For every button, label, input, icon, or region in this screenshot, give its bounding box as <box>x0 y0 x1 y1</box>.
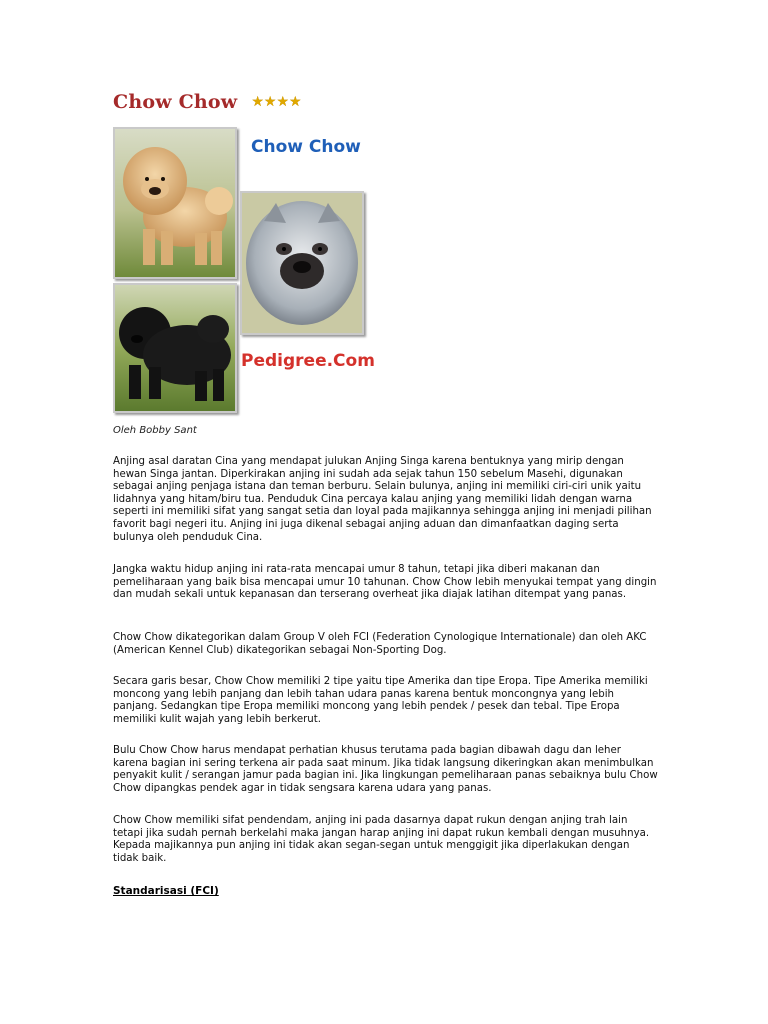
paragraph-4: Secara garis besar, Chow Chow memiliki 2 tipe yaitu tipe Amerika dan tipe Eropa. Tipe Amerika memiliki moncong yang lebih panjang dan lebih tahan udara panas karena bentuk moncongnya yang lebih panjang. Sedangkan tipe Eropa memiliki moncong yang lebih pendek / pesek dan tebal. Tipe Eropa memiliki kulit wajah yang lebih berkerut. <box>113 676 648 725</box>
star-icon: ★ <box>289 94 302 110</box>
paragraph-5: Bulu Chow Chow harus mendapat perhatian khusus terutama pada bagian dibawah dagu dan leher karena bagian ini sering terkena air pada saat minum. Jika tidak langsung dikeringkan akan menimbulkan penyakit kulit / serangan jamur pada bagian ini. Jika lingkungan pemeliharaan panas sebaiknya bulu Chow Chow dipangkas pendek agar in tidak sengsara karena udara yang panas. <box>113 745 658 794</box>
paragraph-1: Anjing asal daratan Cina yang mendapat julukan Anjing Singa karena bentuknya yang mirip dengan hewan Singa jantan. Diperkirakan anjing ini sudah ada sejak tahun 150 sebelum Masehi, digunakan sebagai anjing penjaga istana dan teman berburu. Selain bulunya, anjing ini memiliki ciri-ciri unik yaitu lidahnya yang hitam/biru tua. Penduduk Cina percaya kalau anjing yang memiliki lidah dengan warna seperti ini memiliki sifat yang sangat setia dan loyal pada majikannya sehingga anjing ini menjadi pilihan favorit bagi negeri itu. Anjing ini juga dikenal sebagai anjing aduan dan dimanfaatkan daging serta bulunya oleh penduduk Cina. <box>113 456 652 543</box>
rating-stars <box>251 95 301 109</box>
photo-cream-chow <box>113 127 237 279</box>
photo-grey-chow <box>240 191 364 335</box>
star-icon: ★ <box>251 94 264 110</box>
collage-caption-top: Chow Chow <box>251 137 361 157</box>
title-row <box>113 88 302 116</box>
star-icon: ★ <box>263 94 277 110</box>
section-heading: Standarisasi (FCI) <box>113 885 219 897</box>
article-title: Chow Chow <box>113 91 238 113</box>
paragraph-2: Jangka waktu hidup anjing ini rata-rata mencapai umur 8 tahun, tetapi jika diberi makanan dan pemeliharaan yang baik bisa mencapai umur 10 tahunan. Chow Chow lebih menyukai tempat yang dingin dan mudah sekali untuk kepanasan dan terserang overheat jika diajak latihan ditempat yang panas. <box>113 564 657 601</box>
byline: Oleh Bobby Sant <box>113 425 197 436</box>
chow-chow-photo-collage <box>113 127 375 414</box>
star-icon: ★ <box>276 94 290 110</box>
paragraph-6: Chow Chow memiliki sifat pendendam, anjing ini pada dasarnya dapat rukun dengan anjing trah lain tetapi jika sudah pernah berkelahi maka jangan harap anjing ini dapat rukun kembali dengan musuhnya. Kepada majikannya pun anjing ini tidak akan segan-segan untuk menggigit jika diperlakukan dengan tidak baik. <box>113 815 650 864</box>
collage-caption-bottom: Pedigree.Com <box>241 351 375 371</box>
paragraph-3: Chow Chow dikategorikan dalam Group V oleh FCI (Federation Cynologique Internationale) dan oleh AKC (American Kennel Club) dikategorikan sebagai Non-Sporting Dog. <box>113 632 647 656</box>
photo-black-chow <box>113 283 237 413</box>
